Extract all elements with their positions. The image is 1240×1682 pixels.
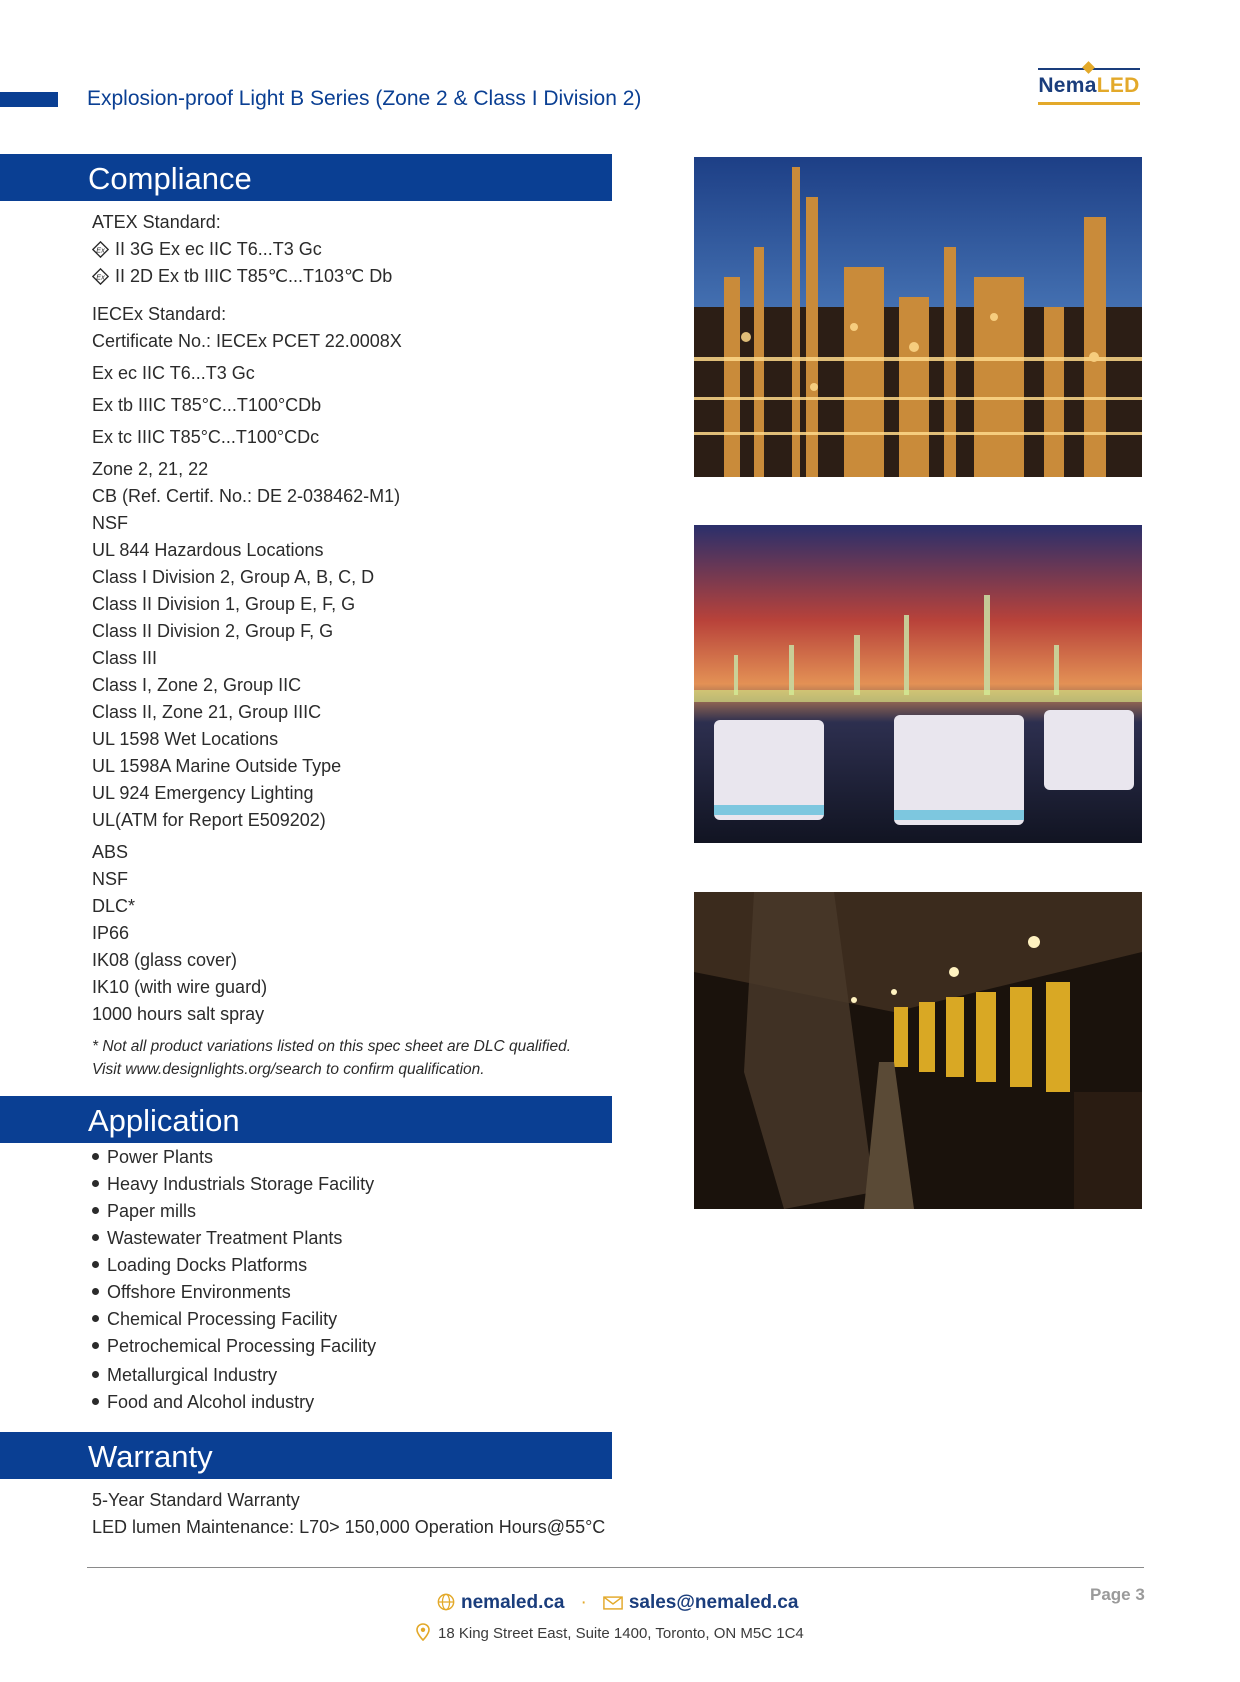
compliance-item: Class II Division 1, Group E, F, G (92, 594, 356, 614)
email-link[interactable]: sales@nemaled.ca (628, 1592, 799, 1613)
application-item: Metallurgical Industry (92, 1362, 376, 1389)
compliance-item: IK10 (with wire guard) (92, 977, 268, 997)
warranty-block (92, 1487, 605, 1541)
svg-text:Ex: Ex (96, 245, 105, 255)
atex-label: ATEX Standard: (92, 212, 221, 232)
compliance-item: Class II Division 2, Group F, G (92, 621, 334, 641)
nemaled-logo: NemaLED (1036, 60, 1142, 110)
ex-hazard-icon (92, 241, 109, 258)
page-number: Page 3 (1090, 1585, 1145, 1604)
application-item: Petrochemical Processing Facility (92, 1333, 376, 1362)
compliance-list-a (92, 456, 400, 834)
application-item: Food and Alcohol industry (92, 1389, 376, 1416)
compliance-item: Class III (92, 648, 158, 668)
atex-line: Ex II 3G Ex ec IIC T6...T3 Gc (92, 236, 392, 263)
application-item: Loading Docks Platforms (92, 1252, 376, 1279)
application-item: Chemical Processing Facility (92, 1306, 376, 1333)
compliance-item: DLC* (92, 896, 136, 916)
application-list (92, 1144, 376, 1416)
dlc-footnote: * Not all product variations listed on this spec sheet are DLC qualified. Visit www.designlights.org/search to confirm qualification. (92, 1038, 572, 1078)
website-link[interactable]: nemaled.ca (461, 1592, 565, 1613)
application-heading: Application (88, 1103, 240, 1138)
compliance-item: Class I, Zone 2, Group IIC (92, 675, 302, 695)
iecex-block (92, 301, 402, 456)
compliance-item: Class II, Zone 21, Group IIIC (92, 702, 322, 722)
footer-contacts: nemaled.ca · sales@nemaled.ca (437, 1592, 798, 1614)
compliance-list-b (92, 839, 267, 1028)
iecex-line: Certificate No.: IECEx PCET 22.0008X (92, 331, 402, 351)
mine-tunnel-photo (694, 892, 1142, 1209)
ex-hazard-icon (92, 268, 109, 285)
mail-icon (603, 1595, 623, 1611)
compliance-item: Zone 2, 21, 22 (92, 459, 209, 479)
header-accent-bar (0, 92, 58, 107)
compliance-item: UL 1598 Wet Locations (92, 729, 279, 749)
application-item: Paper mills (92, 1198, 376, 1225)
iecex-line: Ex tb IIIC T85°C...T100°CDb (92, 395, 322, 415)
application-item: Power Plants (92, 1144, 376, 1171)
compliance-item: IK08 (glass cover) (92, 950, 238, 970)
compliance-item: UL(ATM for Report E509202) (92, 810, 326, 830)
warranty-line: 5-Year Standard Warranty (92, 1490, 300, 1510)
refinery-night-photo (694, 157, 1142, 477)
footer-divider (87, 1567, 1144, 1568)
logo-diamond-icon (1082, 61, 1095, 74)
compliance-item: UL 1598A Marine Outside Type (92, 756, 342, 776)
compliance-heading-bar (0, 154, 612, 201)
warranty-heading-bar (0, 1432, 612, 1479)
application-item: Offshore Environments (92, 1279, 376, 1306)
warranty-heading: Warranty (88, 1439, 213, 1474)
iecex-line: IECEx Standard: (92, 304, 227, 324)
iecex-line: Ex tc IIIC T85°C...T100°CDc (92, 427, 320, 447)
compliance-item: Class I Division 2, Group A, B, C, D (92, 567, 375, 587)
application-item: Heavy Industrials Storage Facility (92, 1171, 376, 1198)
compliance-item: ABS (92, 842, 129, 862)
atex-block (92, 209, 392, 290)
compliance-item: UL 924 Emergency Lighting (92, 783, 314, 803)
document-title: Explosion-proof Light B Series (Zone 2 & Class I Division 2) (87, 87, 642, 110)
compliance-heading: Compliance (88, 161, 252, 196)
application-item: Wastewater Treatment Plants (92, 1225, 376, 1252)
compliance-item: CB (Ref. Certif. No.: DE 2-038462-M1) (92, 486, 401, 506)
globe-icon (437, 1593, 455, 1611)
compliance-item: UL 844 Hazardous Locations (92, 540, 324, 560)
iecex-line: Ex ec IIC T6...T3 Gc (92, 363, 255, 383)
location-pin-icon (416, 1623, 430, 1641)
oil-storage-tanks-photo (694, 525, 1142, 843)
compliance-item: NSF (92, 869, 128, 889)
footer-address: 18 King Street East, Suite 1400, Toronto, ON M5C 1C4 (416, 1623, 804, 1642)
atex-line: Ex II 2D Ex tb IIIC T85℃...T103℃ Db (92, 263, 392, 290)
compliance-item: 1000 hours salt spray (92, 1004, 265, 1024)
compliance-item: NSF (92, 513, 128, 533)
application-heading-bar (0, 1096, 612, 1143)
compliance-item: IP66 (92, 923, 130, 943)
warranty-line: LED lumen Maintenance: L70> 150,000 Operation Hours@55°C (92, 1517, 606, 1537)
svg-text:Ex: Ex (96, 272, 105, 282)
